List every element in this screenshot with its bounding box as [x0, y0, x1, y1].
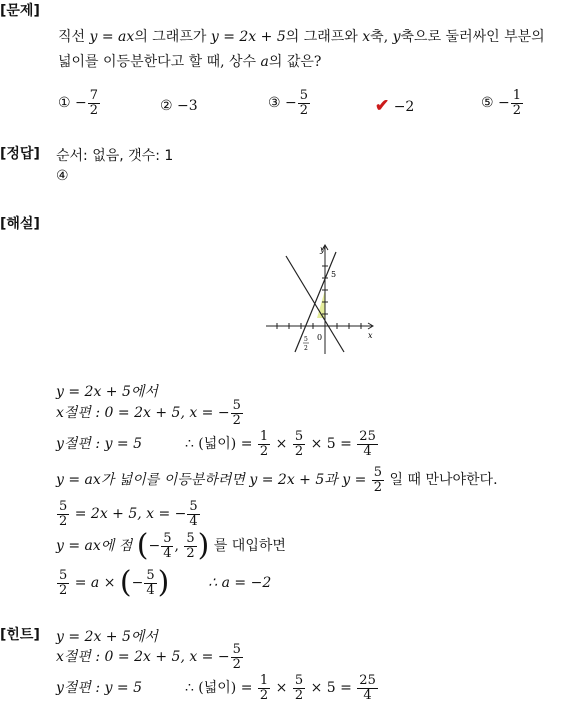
solution-graph — [262, 242, 377, 357]
hint-line-2: x절편 : 0 = 2x + 5, x = − $\frac{5}{2}$ — [56, 642, 241, 672]
problem-line-1: 직선 y = ax의 그래프가 y = 2x + 5의 그래프와 x축, y축으로 둘러싸인 부분의 — [58, 29, 545, 45]
sol-line-5: $\frac{5}{2}$ = 2x + 5, x = − $\frac{5}{4}$ — [59, 499, 198, 529]
sol-line-3: y절편 : y = 5 ∴ (넓이) = $\frac{1}{2}$ × $\frac{5}{2}$ × 5 = $\frac{25}{4}$ — [56, 429, 376, 459]
choice-2[interactable]: ② −3 — [160, 98, 198, 114]
sol-line-6: y = ax에 점 (− $\frac{5}{4}$ , $\frac{5}{2}$ ) 를 대입하면 — [56, 528, 286, 563]
check-icon: ✔ — [375, 96, 390, 116]
graph-tick-5: 5 — [331, 270, 337, 279]
choice-4[interactable]: ✔ −2 — [375, 96, 415, 116]
choice-5[interactable]: ⑤ − $\frac{1}{2}$ — [481, 88, 522, 118]
answer-meta: 순서: 없음, 갯수: 1 — [56, 148, 174, 164]
hint-tag: [힌트] — [0, 627, 40, 643]
sol-line-4: y = ax가 넓이를 이등분하려면 y = 2x + 5과 y = $\frac{5}{2}$ 일 때 만나야한다. — [56, 465, 498, 495]
hint-line-3: y절편 : y = 5 ∴ (넓이) = $\frac{1}{2}$ × $\frac{5}{2}$ × 5 = $\frac{25}{4}$ — [56, 673, 376, 703]
graph-neg-x-num: 5 — [304, 336, 308, 343]
graph-y-label: y — [320, 245, 325, 254]
answer-tag: [정답] — [0, 146, 40, 162]
sol-line-2: x절편 : 0 = 2x + 5, x = − $\frac{5}{2}$ — [56, 398, 241, 428]
answer-value: ④ — [56, 168, 69, 184]
choice-3[interactable]: ③ − $\frac{5}{2}$ — [268, 88, 309, 118]
problem-tag: [문제] — [0, 3, 40, 19]
sol-line-1: y = 2x + 5에서 — [56, 384, 158, 400]
sol-line-7: $\frac{5}{2}$ = a × (− $\frac{5}{4}$ ) ∴ a = −2 — [59, 565, 272, 600]
graph-x-label: x — [368, 331, 373, 340]
line-y-eq-ax — [295, 252, 336, 352]
graph-origin: 0 — [317, 333, 323, 342]
graph-neg-x-den: 2 — [304, 345, 308, 352]
hint-line-1: y = 2x + 5에서 — [56, 629, 158, 645]
problem-line-2: 넓이를 이등분한다고 할 때, 상수 a의 값은? — [58, 54, 322, 70]
solution-tag: [해설] — [0, 216, 40, 232]
choice-1[interactable]: ① − $\frac{7}{2}$ — [58, 88, 99, 118]
